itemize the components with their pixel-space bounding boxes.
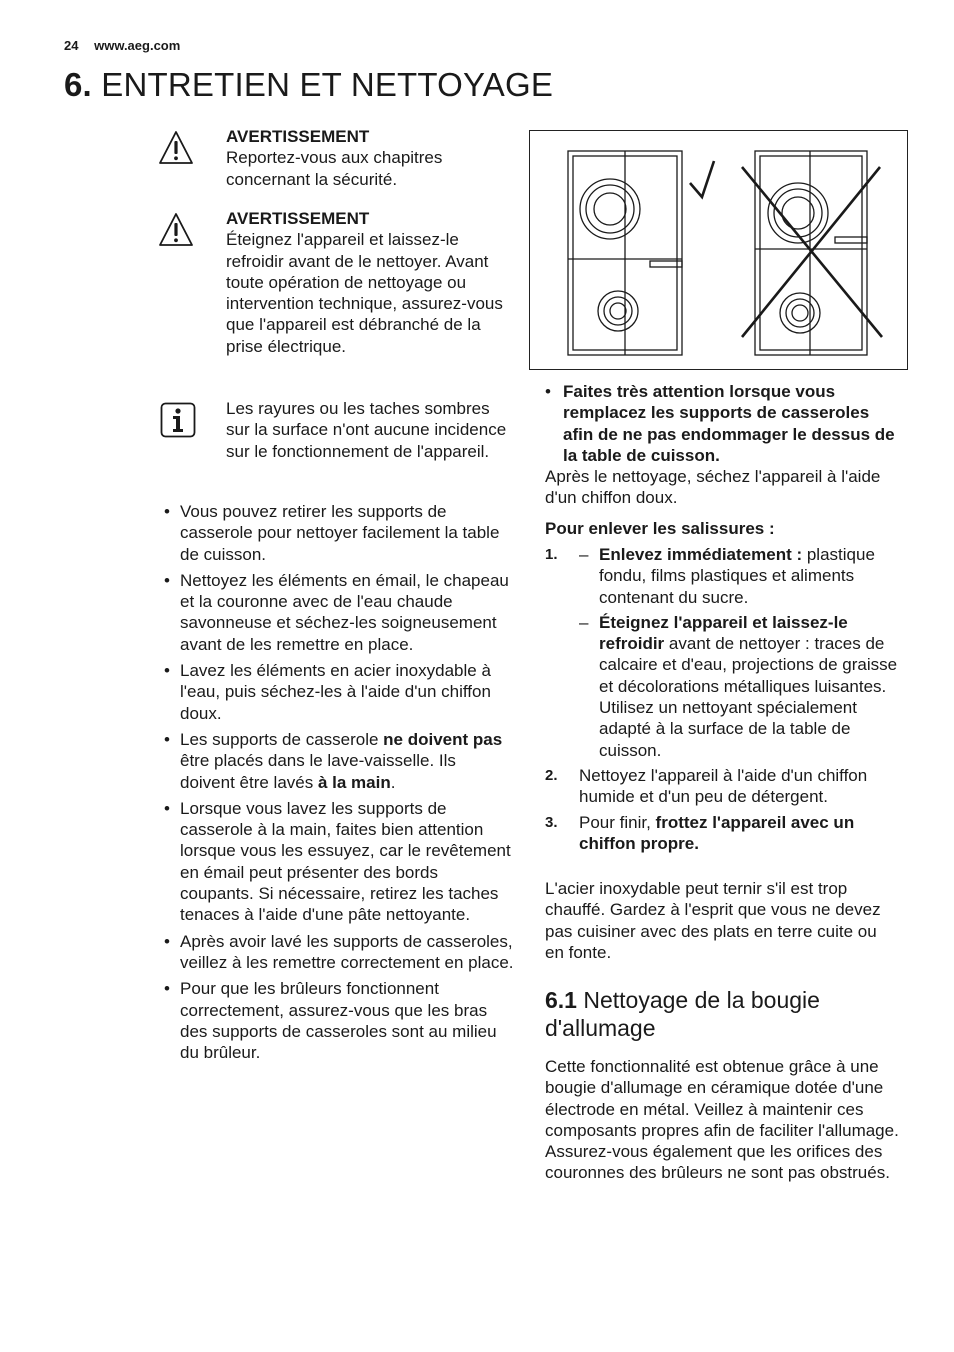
warning-block	[226, 208, 516, 357]
subsection-text: Cette fonctionnalité est obtenue grâce à une bougie d'allumage en céramique dotée d'une électrode en métal. Veillez à maintenir ces composants propres afin de faciliter l'allumage. Assurez-vous également que les orifices des couronnes des brûleurs ne sont pas obstrués.	[545, 1057, 899, 1183]
page-header	[64, 38, 180, 53]
cleaning-steps	[545, 544, 900, 854]
info-text: Les rayures ou les taches sombres sur la surface n'ont aucune incidence sur le fonctionnement de l'appareil.	[226, 399, 507, 461]
warning-text: Éteignez l'appareil et laissez-le refroidir avant de le nettoyer. Avant toute opération de nettoyage ou intervention technique, assurez-vous que l'appareil est débranché de la prise électrique.	[226, 230, 503, 356]
step-1b: – Éteignez l'appareil et laissez-le refroidir avant de nettoyer : traces de calcaire et d'eau, projections de graisse et décolorations métalliques luisantes. Utilisez un nettoyant spécialement adapté à la surface de la table de cuisson.	[579, 612, 898, 760]
list-item: • Vous pouvez retirer les supports de casserole pour nettoyer facilement la table de cuisson.	[164, 502, 500, 564]
list-item: • Lorsque vous lavez les supports de casserole à la main, faites bien attention lorsque vous les essuyez, car le revêtement en émail peut présenter des bords coupants. Si nécessaire, retirez les taches tenaces à l'aide d'une pâte nettoyante.	[164, 798, 511, 925]
warning-block	[226, 126, 516, 190]
website-link[interactable]: www.aeg.com	[94, 38, 181, 53]
info-icon	[160, 402, 196, 438]
steel-note: L'acier inoxydable peut ternir s'il est trop chauffé. Gardez à l'esprit que vous ne devez pas cuisiner avec des plats en terre cuite ou en fonte.	[545, 879, 881, 962]
cleaning-tips-list	[164, 501, 514, 1068]
step-3: 3. Pour finir, frottez l'appareil avec un chiffon propre.	[545, 812, 855, 853]
hob-illustration	[530, 131, 907, 369]
check-mark-icon	[690, 161, 714, 197]
warning-heading: AVERTISSEMENT	[226, 209, 370, 228]
warning-text: Reportez-vous aux chapitres concernant la sécurité.	[226, 148, 443, 189]
caution-bullet: • Faites très attention lorsque vous remplacez les supports de casseroles afin de ne pas endommager le dessus de la table de cuisson.	[545, 382, 895, 465]
warning-icon	[158, 130, 194, 166]
section-number: 6.	[64, 66, 92, 103]
step-2: 2. Nettoyez l'appareil à l'aide d'un chiffon humide et d'un peu de détergent.	[545, 765, 868, 807]
list-item: • Pour que les brûleurs fonctionnent correctement, assurez-vous que les bras des supports de casseroles sont au milieu du brûleur.	[164, 979, 497, 1063]
correct-pan-support	[568, 151, 682, 355]
list-item: • Après avoir lavé les supports de casseroles, veillez à les remettre correctement en place.	[164, 931, 514, 972]
section-title: ENTRETIEN ET NETTOYAGE	[101, 66, 554, 103]
list-item: • Les supports de casserole ne doivent pas être placés dans le lave-vaisselle. Ils doivent être lavés à la main.	[164, 729, 503, 792]
dirt-heading: Pour enlever les salissures :	[545, 519, 775, 538]
list-item: • Nettoyez les éléments en émail, le chapeau et la couronne avec de l'eau chaude savonneuse et séchez-les soigneusement avant de les remettre en place.	[164, 570, 509, 654]
warning-heading: AVERTISSEMENT	[226, 127, 370, 146]
page-number: 24	[64, 38, 79, 53]
step-1a: 1. – Enlevez immédiatement : plastique fondu, films plastiques et aliments contenant du sucre.	[545, 545, 875, 607]
subsection-title: 6.1 Nettoyage de la bougie d'allumage	[545, 987, 820, 1041]
page-title	[64, 66, 553, 104]
warning-icon	[158, 212, 194, 248]
after-clean-text: Après le nettoyage, séchez l'appareil à l'aide d'un chiffon doux.	[545, 467, 881, 508]
list-item: • Lavez les éléments en acier inoxydable à l'eau, puis séchez-les à l'aide d'un chiffon doux.	[164, 661, 491, 723]
pan-support-figure	[529, 130, 908, 370]
